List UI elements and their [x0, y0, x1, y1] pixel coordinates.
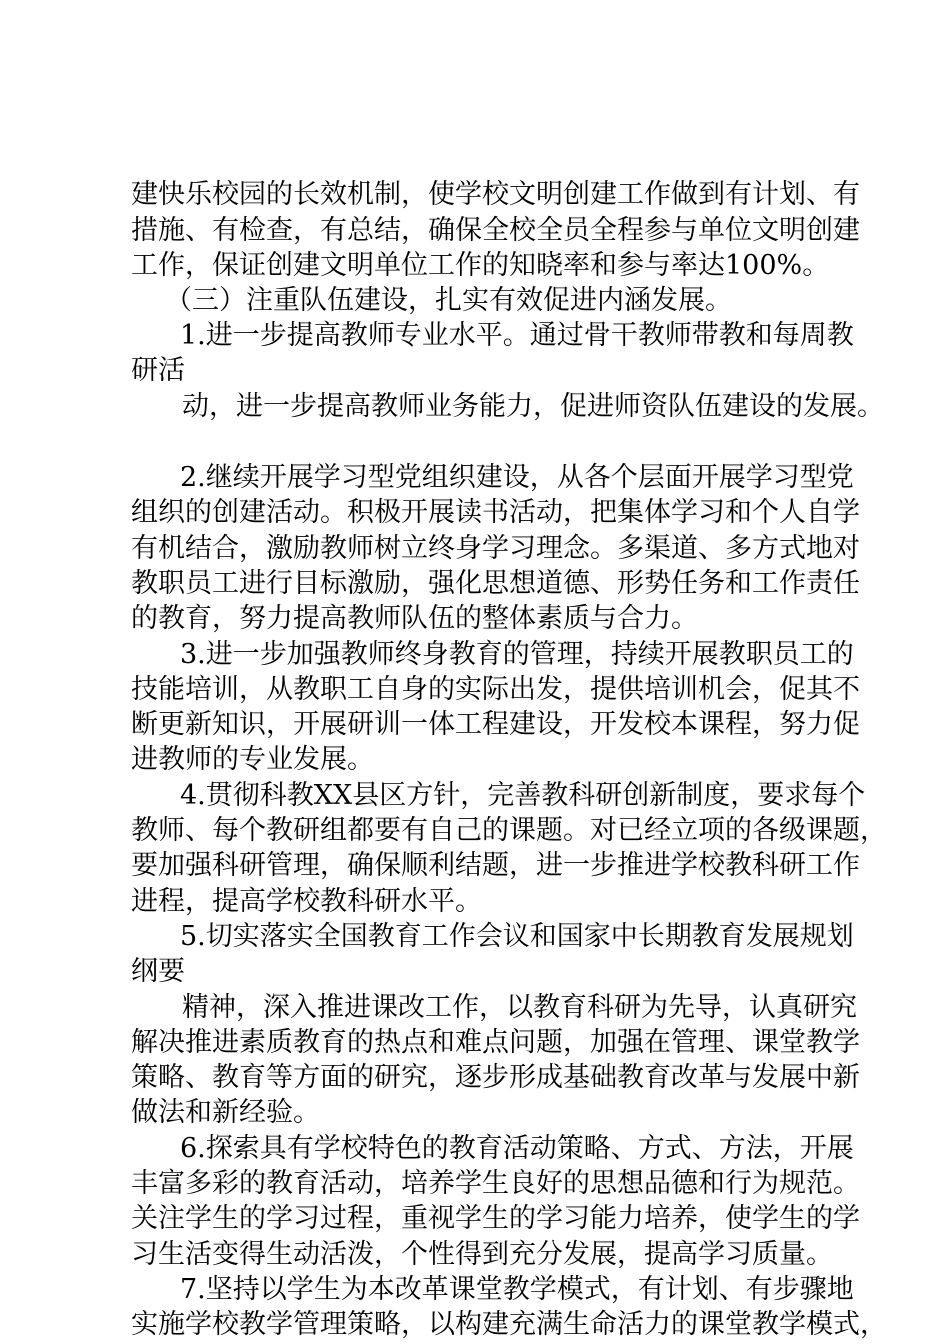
text-line: 做法和新经验。	[131, 1097, 320, 1128]
text-line: 实施学校教学管理策略，以构建充满生命活力的课堂教学模式，	[131, 1309, 887, 1340]
text-line: 精神，深入推进课改工作，以教育科研为先导，认真研究	[182, 992, 857, 1023]
text-line: 进程，提高学校教科研水平。	[131, 886, 482, 917]
text-line: 技能培训，从教职工自身的实际出发，提供培训机会，促其不	[131, 674, 860, 705]
text-line: 组织的创建活动。积极开展读书活动，把集体学习和个人自学	[131, 497, 860, 528]
text-line: 有机结合，激励教师树立终身学习理念。多渠道、多方式地对	[131, 533, 860, 564]
text-line: 动，进一步提高教师业务能力，促进师资队伍建设的发展。	[182, 391, 884, 422]
text-line: 解决推进素质教育的热点和难点问题，加强在管理、课堂教学	[131, 1027, 860, 1058]
section-heading: （三）注重队伍建设，扎实有效促进内涵发展。	[165, 285, 732, 316]
text-line: 关注学生的学习过程，重视学生的学习能力培养，使学生的学	[131, 1203, 860, 1234]
text-line: 断更新知识，开展研训一体工程建设，开发校本课程，努力促	[131, 709, 860, 740]
text-line: 5.切实落实全国教育工作会议和国家中长期教育发展规划	[180, 921, 854, 952]
text-line: 习生活变得生动活泼，个性得到充分发展，提高学习质量。	[131, 1239, 833, 1270]
text-line: 建快乐校园的长效机制，使学校文明创建工作做到有计划、有	[131, 179, 860, 210]
text-line: 工作，保证创建文明单位工作的知晓率和参与率达100%。	[131, 250, 830, 281]
text-line: 的教育，努力提高教师队伍的整体素质与合力。	[131, 603, 698, 634]
text-line: 7.坚持以学生为本改革课堂教学模式，有计划、有步骤地	[180, 1274, 854, 1305]
text-line: 6.探索具有学校特色的教育活动策略、方式、方法，开展	[180, 1133, 854, 1164]
text-line: 教职员工进行目标激励，强化思想道德、形势任务和工作责任	[131, 568, 860, 599]
text-line: 2.继续开展学习型党组织建设，从各个层面开展学习型党	[180, 462, 854, 493]
text-line: 教师、每个教研组都要有自己的课题。对已经立项的各级课题，	[131, 815, 887, 846]
text-line: 纲要	[131, 956, 185, 987]
text-line: 1.进一步提高教师专业水平。通过骨干教师带教和每周教	[180, 320, 854, 351]
text-line: 3.进一步加强教师终身教育的管理，持续开展教职员工的	[180, 639, 854, 670]
text-line: 丰富多彩的教育活动，培养学生良好的思想品德和行为规范。	[131, 1168, 860, 1199]
text-line: 要加强科研管理，确保顺利结题，进一步推进学校教科研工作	[131, 850, 860, 881]
text-line: 4.贯彻科教XX县区方针，完善教科研创新制度，要求每个	[180, 780, 866, 811]
text-line: 策略、教育等方面的研究，逐步形成基础教育改革与发展中新	[131, 1062, 860, 1093]
text-line: 措施、有检查，有总结，确保全校全员全程参与单位文明创建	[131, 215, 860, 246]
text-line: 研活	[131, 355, 185, 386]
text-line: 进教师的专业发展。	[131, 744, 374, 775]
